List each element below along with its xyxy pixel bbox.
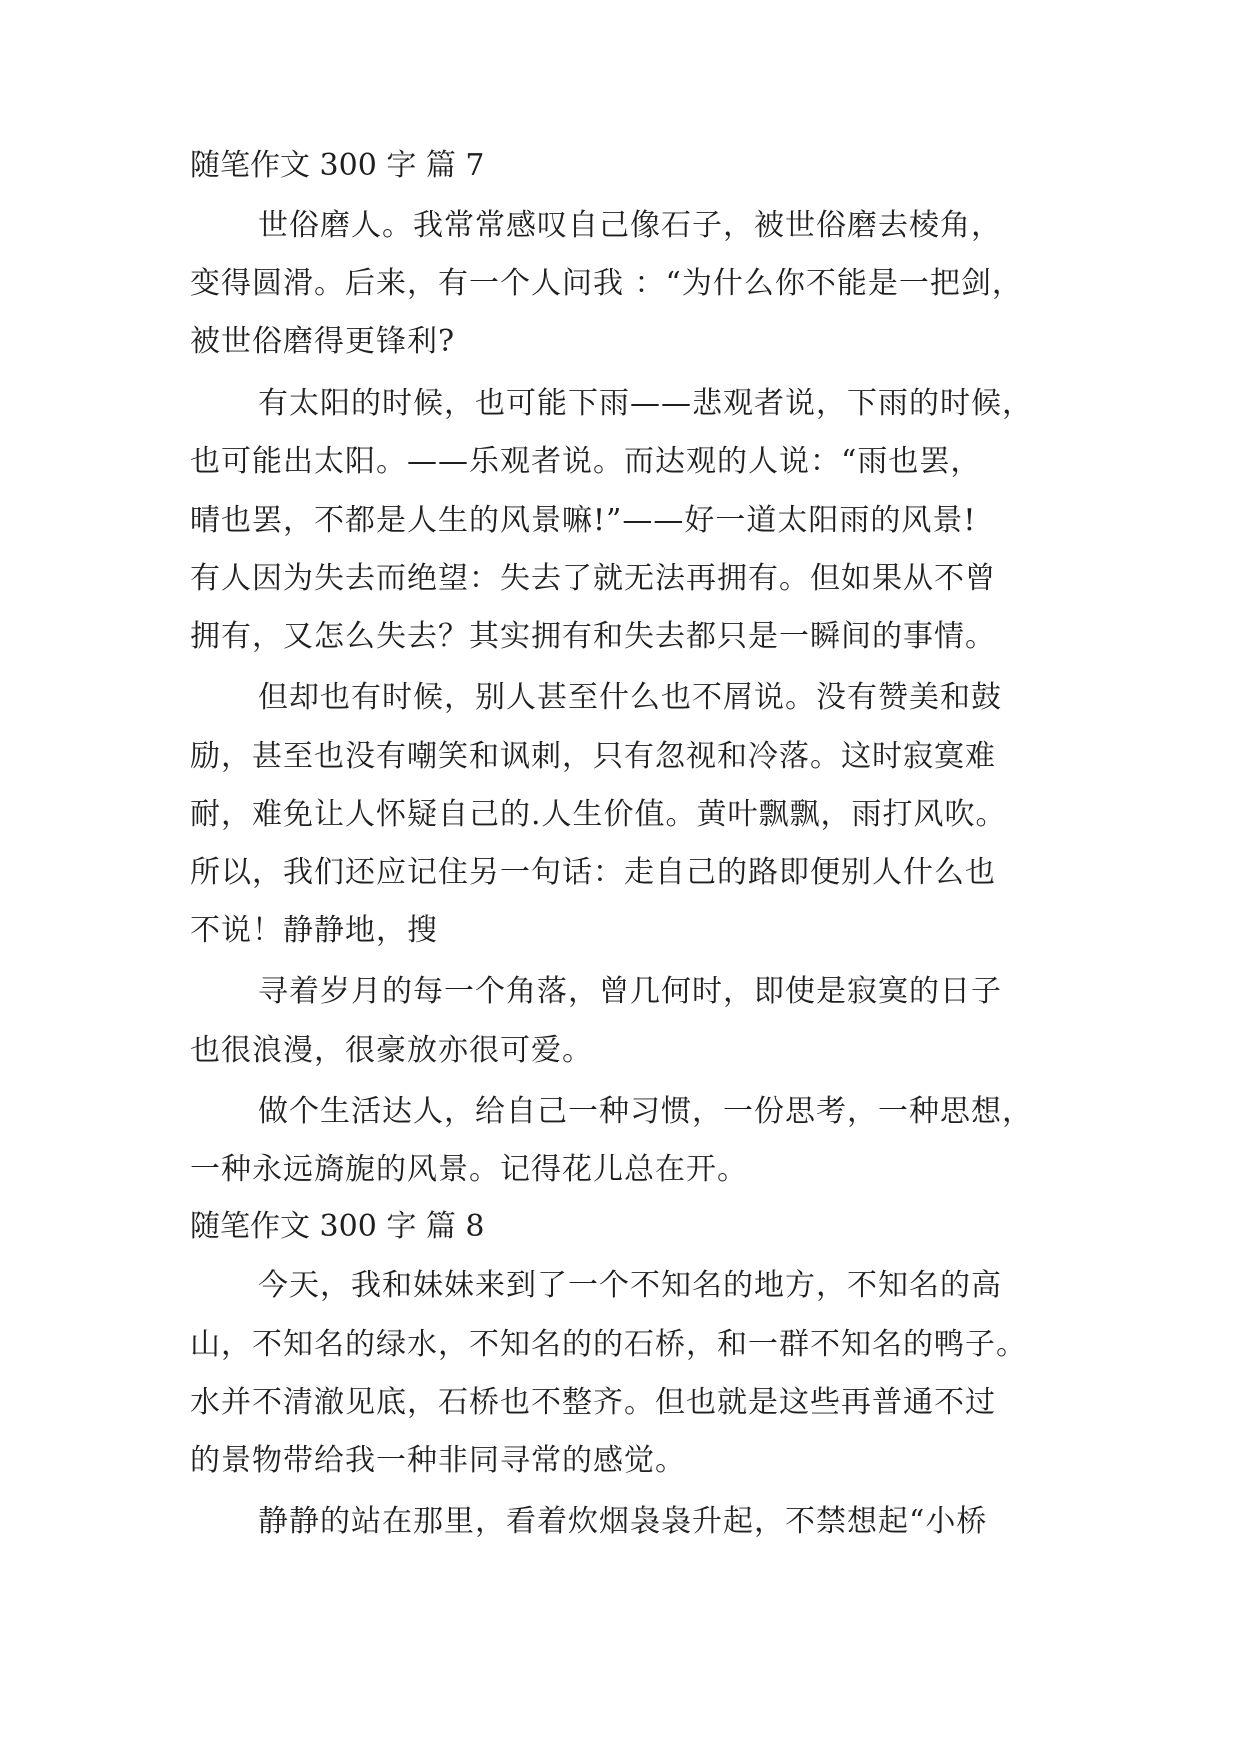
paragraph-line: 被世俗磨得更锋利? — [190, 324, 456, 359]
paragraph-line: 有人因为失去而绝望：失去了就无法再拥有。但如果从不曾 — [190, 561, 996, 596]
paragraph-line: 耐，难免让人怀疑自己的.人生价值。黄叶飘飘，雨打风吹。 — [190, 797, 1007, 832]
paragraph-line: 做个生活达人，给自己一种习惯，一份思考，一种思想， — [258, 1094, 1033, 1129]
paragraph-line: 的景物带给我一种非同寻常的感觉。 — [190, 1443, 686, 1478]
paragraph-line: 也很浪漫，很豪放亦很可爱。 — [190, 1033, 593, 1068]
paragraph-line: 所以，我们还应记住另一句话：走自己的路即便别人什么也 — [190, 855, 996, 890]
paragraph-line: 不说！静静地，搜 — [190, 913, 438, 948]
paragraph-line: 有太阳的时候，也可能下雨——悲观者说，下雨的时候， — [258, 386, 1033, 421]
paragraph-line: 励，甚至也没有嘲笑和讽刺，只有忽视和冷落。这时寂寞难 — [190, 739, 996, 774]
section-heading-7: 随笔作文 300 字 篇 7 — [190, 148, 485, 183]
section-heading-8: 随笔作文 300 字 篇 8 — [190, 1209, 485, 1244]
paragraph-line: 今天，我和妹妹来到了一个不知名的地方，不知名的高 — [258, 1268, 1002, 1303]
paragraph-line: 静静的站在那里，看着炊烟袅袅升起，不禁想起“小桥 — [258, 1504, 988, 1539]
paragraph-line: 世俗磨人。我常常感叹自己像石子，被世俗磨去棱角， — [258, 208, 1002, 243]
paragraph-line: 变得圆滑。后来，有一个人问我 ：“为什么你不能是一把剑， — [190, 266, 1023, 301]
paragraph-line: 拥有，又怎么失去？其实拥有和失去都只是一瞬间的事情。 — [190, 619, 996, 654]
paragraph-line: 寻着岁月的每一个角落，曾几何时，即使是寂寞的日子 — [258, 974, 1002, 1009]
paragraph-line: 山，不知名的绿水，不知名的的石桥，和一群不知名的鸭子。 — [190, 1327, 1027, 1362]
paragraph-line: 晴也罢，不都是人生的风景嘛!”——好一道太阳雨的风景! — [190, 503, 977, 538]
paragraph-line: 水并不清澈见底，石桥也不整齐。但也就是这些再普通不过 — [190, 1385, 996, 1420]
paragraph-line: 但却也有时候，别人甚至什么也不屑说。没有赞美和鼓 — [258, 680, 1002, 715]
paragraph-line: 一种永远旖旎的风景。记得花儿总在开。 — [190, 1152, 748, 1187]
paragraph-line: 也可能出太阳。——乐观者说。而达观的人说：“雨也罢， — [190, 444, 982, 479]
